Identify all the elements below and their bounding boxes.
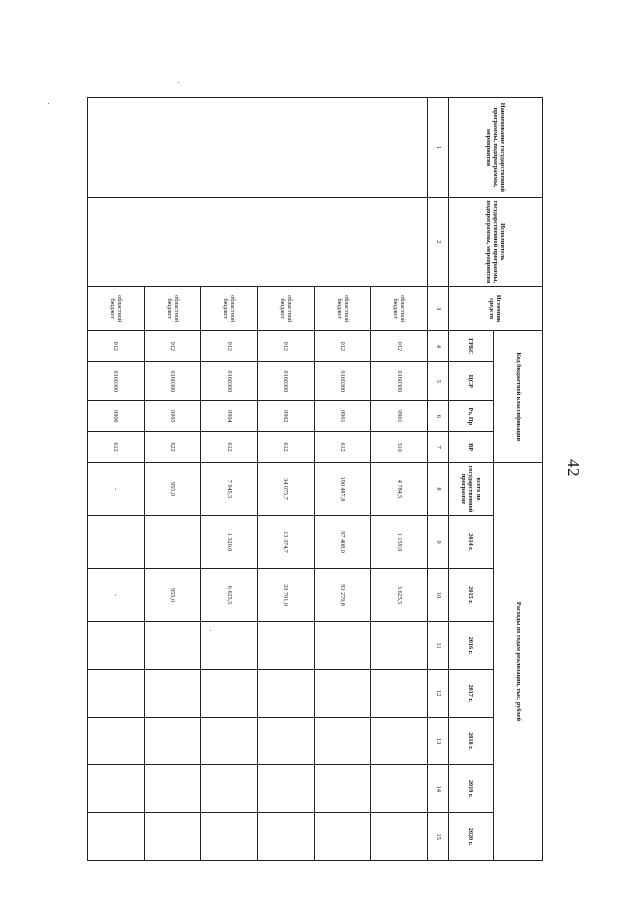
total-cell: 4 784,5 xyxy=(371,462,428,515)
y2019-cell xyxy=(144,765,201,813)
page-number: 42 xyxy=(564,459,583,477)
column-number: 15 xyxy=(428,813,448,861)
y2015-cell: 6 625,5 xyxy=(201,569,258,622)
header-2015: 2015 г. xyxy=(448,569,494,622)
tsr-cell: 0160300 xyxy=(314,362,371,401)
y2016-cell xyxy=(201,622,258,670)
responsible-cell xyxy=(88,197,428,286)
tsr-cell: 0160300 xyxy=(201,362,258,401)
source-cell: областной бюджет xyxy=(258,286,315,331)
y2014-cell: 1 320,0 xyxy=(201,516,258,569)
y2016-cell xyxy=(88,622,145,670)
y2014-cell xyxy=(88,516,145,569)
source-cell: областной бюджет xyxy=(371,286,428,331)
header-responsible: Исполнитель государственной программы, подпрограммы, мероприятия xyxy=(448,197,542,286)
total-cell: 7 945,5 xyxy=(201,462,258,515)
y2017-cell xyxy=(88,669,145,717)
header-expenses: Расходы по годам реализации, тыс. рублей xyxy=(494,462,543,860)
y2017-cell xyxy=(144,669,201,717)
y2019-cell xyxy=(371,765,428,813)
header-2017: 2017 г. xyxy=(448,669,494,717)
y2019-cell xyxy=(88,765,145,813)
y2017-cell xyxy=(314,669,371,717)
y2020-cell xyxy=(88,813,145,861)
column-number: 4 xyxy=(428,331,448,362)
y2014-cell: 97 408,0 xyxy=(314,516,371,569)
header-grbs: ГРБС xyxy=(448,331,494,362)
source-cell: областной бюджет xyxy=(144,286,201,331)
column-number: 14 xyxy=(428,765,448,813)
header-2014: 2014 г. xyxy=(448,516,494,569)
vr-cell: 622 xyxy=(144,432,201,463)
column-number: 12 xyxy=(428,669,448,717)
y2019-cell xyxy=(258,765,315,813)
total-cell: 34 075,7 xyxy=(258,462,315,515)
column-number: 3 xyxy=(428,286,448,331)
column-number: 6 xyxy=(428,401,448,432)
grbs-cell: 012 xyxy=(144,331,201,362)
total-cell: 955,0 xyxy=(144,462,201,515)
y2019-cell xyxy=(201,765,258,813)
y2018-cell xyxy=(258,717,315,765)
y2016-cell xyxy=(144,622,201,670)
y2018-cell xyxy=(201,717,258,765)
table-header-row-1 xyxy=(494,98,543,861)
budget-table xyxy=(87,97,543,861)
y2020-cell xyxy=(371,813,428,861)
vr-cell: 612 xyxy=(201,432,258,463)
y2014-cell: 13 374,7 xyxy=(258,516,315,569)
header-source: Источник средств xyxy=(448,286,542,331)
y2019-cell xyxy=(314,765,371,813)
y2018-cell xyxy=(314,717,371,765)
tsr-cell: 0160300 xyxy=(258,362,315,401)
y2020-cell xyxy=(201,813,258,861)
column-number: 2 xyxy=(428,197,448,286)
header-2020: 2020 г. xyxy=(448,813,494,861)
y2015-cell: 20 701,0 xyxy=(258,569,315,622)
budget-table-container xyxy=(87,97,543,861)
grbs-cell: 012 xyxy=(371,331,428,362)
source-cell: областной бюджет xyxy=(201,286,258,331)
rz-pr-cell: 0901 xyxy=(314,401,371,432)
header-rz-pr: Рз, Пр xyxy=(448,401,494,432)
grbs-cell: 012 xyxy=(314,331,371,362)
y2020-cell xyxy=(258,813,315,861)
table-row xyxy=(371,98,428,861)
vr-cell: 612 xyxy=(88,432,145,463)
y2020-cell xyxy=(314,813,371,861)
column-number: 13 xyxy=(428,717,448,765)
column-number: 1 xyxy=(428,98,448,198)
header-classification: Код бюджетной классификации xyxy=(494,331,543,463)
vr-cell: 612 xyxy=(314,432,371,463)
scan-artifact xyxy=(48,103,49,104)
rz-pr-cell: 0906 xyxy=(88,401,145,432)
tsr-cell: 0160300 xyxy=(144,362,201,401)
y2015-cell: 3 625,5 xyxy=(371,569,428,622)
y2017-cell xyxy=(201,669,258,717)
column-number: 7 xyxy=(428,432,448,463)
rz-pr-cell: 0905 xyxy=(144,401,201,432)
header-name: Наименование государственной программы, подпрограммы, мероприятия xyxy=(448,98,542,198)
header-vr: ВР xyxy=(448,432,494,463)
scan-artifact xyxy=(210,630,211,631)
y2014-cell xyxy=(144,516,201,569)
vr-cell: 612 xyxy=(258,432,315,463)
rz-pr-cell: 0901 xyxy=(371,401,428,432)
header-total: всего по государственной программе xyxy=(448,462,494,515)
y2018-cell xyxy=(88,717,145,765)
tsr-cell: 0160300 xyxy=(88,362,145,401)
column-number: 10 xyxy=(428,569,448,622)
column-number: 5 xyxy=(428,362,448,401)
source-cell: областной бюджет xyxy=(314,286,371,331)
header-tsr: ЦСР xyxy=(448,362,494,401)
y2016-cell xyxy=(258,622,315,670)
total-cell: - xyxy=(88,462,145,515)
column-number-row xyxy=(428,98,448,861)
tsr-cell: 0160300 xyxy=(371,362,428,401)
grbs-cell: 012 xyxy=(201,331,258,362)
vr-cell: 310 xyxy=(371,432,428,463)
column-number: 11 xyxy=(428,622,448,670)
header-2018: 2018 г. xyxy=(448,717,494,765)
y2017-cell xyxy=(258,669,315,717)
grbs-cell: 012 xyxy=(258,331,315,362)
y2018-cell xyxy=(371,717,428,765)
header-2016: 2016 г. xyxy=(448,622,494,670)
y2015-cell: - xyxy=(88,569,145,622)
total-cell: 190 487,8 xyxy=(314,462,371,515)
y2016-cell xyxy=(371,622,428,670)
column-number: 8 xyxy=(428,462,448,515)
rz-pr-cell: 0902 xyxy=(258,401,315,432)
y2020-cell xyxy=(144,813,201,861)
rz-pr-cell: 0904 xyxy=(201,401,258,432)
y2018-cell xyxy=(144,717,201,765)
y2016-cell xyxy=(314,622,371,670)
grbs-cell: 012 xyxy=(88,331,145,362)
program-name-cell xyxy=(88,98,428,198)
column-number: 9 xyxy=(428,516,448,569)
y2015-cell: 93 279,8 xyxy=(314,569,371,622)
y2017-cell xyxy=(371,669,428,717)
header-2019: 2019 г. xyxy=(448,765,494,813)
y2015-cell: 955,0 xyxy=(144,569,201,622)
y2014-cell: 1 159,0 xyxy=(371,516,428,569)
source-cell: областной бюджет xyxy=(88,286,145,331)
scan-artifact xyxy=(178,82,179,83)
